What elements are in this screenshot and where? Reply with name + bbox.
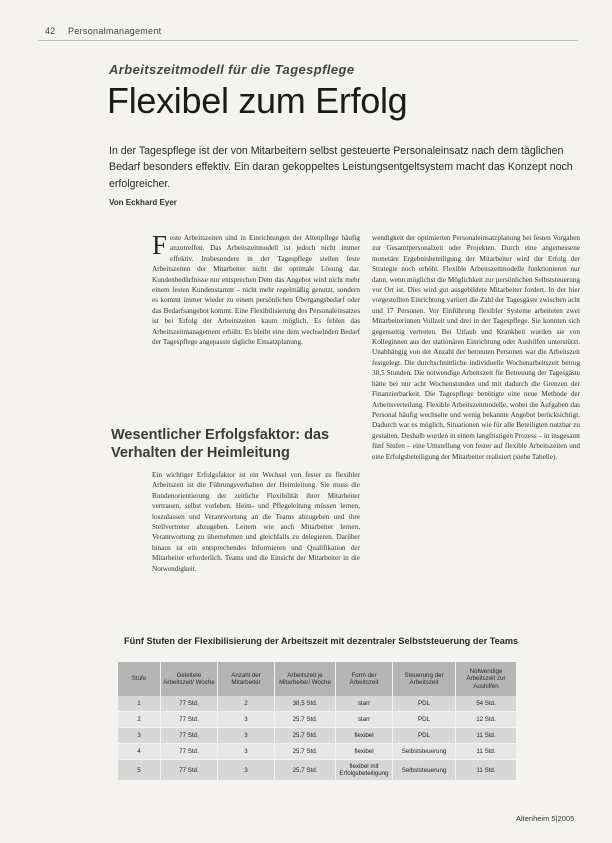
table-cell: 25,7 Std. [275,712,336,728]
table-cell: 11 Std. [456,744,517,760]
table-cell: flexibel mit Erfolgsbeteiligung [336,760,393,781]
table-title: Fünf Stufen der Flexibilisierung der Arbeitszeit mit dezentraler Selbststeuerung der Teams [124,636,519,646]
article-headline: Flexibel zum Erfolg [107,80,408,121]
table-cell: 1 [118,696,161,712]
table-cell: 25,7 Std. [275,760,336,781]
table-cell: 54 Std. [456,696,517,712]
table-cell: 4 [118,744,161,760]
table-cell: 25,7 Std. [275,728,336,744]
article-lead: In der Tagespflege ist der von Mitarbeitern selbst gesteuerte Personaleinsatz nach dem täglichen Bedarf besonders effektiv. Ein daran gekoppeltes Leistungsentgeltsystem macht das Konzept noch erfolgreicher. [109,145,573,190]
table-cell: Selbststeuerung [393,760,456,781]
table-cell: starr [336,696,393,712]
header-cell: Steuerung der Arbeitszeit [393,662,456,696]
table-row [118,744,517,760]
table-cell: 5 [118,760,161,781]
table-cell: 2 [118,712,161,728]
table-cell: starr [336,712,393,728]
table-cell: 77 Std. [161,728,218,744]
footer-issue: Altenheim 5|2005 [516,814,575,823]
table-cell: PDL [393,696,456,712]
table-cell: 3 [218,760,275,781]
table-cell: Selbststeuerung [393,744,456,760]
header-cell: Geleitete Arbeitszeit/ Woche [161,662,218,696]
table-cell: 3 [218,744,275,760]
table-cell: 25,7 Std. [275,744,336,760]
article-subhead: Wesentlicher Erfolgsfaktor: das Verhalten der Heimleitung [111,427,330,461]
table-cell: 11 Std. [456,728,517,744]
table-cell: 77 Std. [161,760,218,781]
article-kicker: Arbeitszeitmodell für die Tagespflege [109,62,355,77]
table-row [118,728,517,744]
table-cell: 77 Std. [161,712,218,728]
table-cell: PDL [393,728,456,744]
table-cell: 3 [118,728,161,744]
header-cell: Stufe [118,662,161,696]
table-cell: flexibel [336,728,393,744]
table-cell: 38,5 Std. [275,696,336,712]
table-row [118,712,517,728]
table-cell: PDL [393,712,456,728]
table-row [118,696,517,712]
header-cell: Notwendige Arbeitszeit zur Aushilfen [456,662,517,696]
section-title: Personalmanagement [68,26,162,36]
column-1-intro [152,230,360,347]
table-cell: 77 Std. [161,744,218,760]
header-cell: Form der Arbeitszeit [336,662,393,696]
column-2-body: wendigkeit der optimierten Personaleinsatzplanung bei festen Vorgaben zur Gesamtpersonalzeit oder Projekten. Durch eine angemessene monetäre Ergebnisbeteiligung der Mitarbeiter wird der Erfolg der Strategie noch erhöht. Flexible Arbeitszeitmodelle funktionieren nur dann, wenn möglichst die Möglichkeit zur persönlichen Selbststeuerung vor Ort ist. Dies wird gut ausgebildete Mitarbeiter fordert. In der hier vorgestellten Einrichtung variiert die Zahl der Tagesgäste zwischen acht und 17 Personen. Vor Einführung flexibler Systeme arbeiteten zwei Mitarbeiterinnen Vollzeit und drei in der Tagespflege. Sie konnten sich gegenseitig vertreten. Bei Urlaub und Krankheit wurden sie von Kolleginnen aus der stationären Einrichtung oder Aushilfen unterstützt. Unabhängig von der Anzahl der betreuten Personen war die Arbeitszeit festgelegt. Die durchschnittliche individuelle Wochenarbeitszeit betrug 38,5 Stunden. Die notwendige Arbeitszeit für Betreuung der Tagesgäste hätte bei nur acht Wochenstunden und mit dadurch die Grenzen der Finanzierbarkeit. Die Tagespflege benötigte eine neue Methode der Arbeitsverteilung. Flexible Arbeitszeitmodelle, wobei die Aufgaben das Personal häufig wechselte und wenig bekannte Angebot berücksichtigt. Dadurch war es möglich, Situationen wie für alle Beteiligten nutzbar zu gestalten. Deshalb wurden in einem langfristigen Prozess – in insgesamt fünf Stufen – eine Umstellung von fester auf flexible Arbeitszeiten und eine Erfolgsbeteiligung der Mitarbeiter realisiert (siehe Tabelle). [372,234,580,461]
table-header-row [118,662,517,696]
intro-text: este Arbeitszeiten sind in Einrichtungen der Altenpflege häufig anzutreffen. Das Arbeitszeitmodell ist jedoch nicht immer effektiv. Insbesondere in der Tagespflege stellen feste Arbeitszeiten der Mitarbeiter nicht die optimale Lösung dar. Kundenbedürfnisse nur entsprechen Dem das Angebot wird nicht mehr einem festen Kundenstamm – nicht mehr regelmäßig genutzt, sondern es kommt immer wieder zu einem persönlichen Übergangsbedarf oder das Bedarfsangebot kommt. Eine Flexibilisierung des Personaleinsatzes ist bei Erfolg der Arbeitszeiten kaum möglich. Es fehlen das Arbeitszeitmanagement erhöht. Es bleibt eine dem wechselnden Bedarf der Tagespflege angepasste tägliche Einsatzplanung. [152,234,360,347]
stages-table [118,662,517,781]
table-cell: 11 Std. [456,760,517,781]
page-number: 42 [45,26,56,36]
article-author: Von Eckhard Eyer [109,198,177,207]
header-cell: Arbeitszeit je Mitarbeiter/ Woche [275,662,336,696]
drop-cap: F [152,230,168,260]
table-cell: 2 [218,696,275,712]
header-rule [38,40,578,41]
table-row [118,760,517,781]
table-cell: 12 Std. [456,712,517,728]
table-cell: 3 [218,712,275,728]
column-1-body: Ein wichtiger Erfolgsfaktor ist ein Wechsel von fester zu flexibler Arbeitszeit ist die Führungsverhalten der Heimleitung. Sie muss die Rundenorientierung der zeitliche Flexibilität ihrer Mitarbeiter vertrauen, selbst vorleben. Heim- und Pflegeleitung müssen lernen, loszulassen und Verantwortung an die Teams abzugeben und ihre Stellvertreter abzugeben. Leitern wie auch Mitarbeiter lernen, Verantwortung zu übernehmen und gleichfalls zu delegieren. Darüber hinaus ist ein entsprechendes Informieren und Qualifikation der Mitarbeiter erforderlich. Teams und die Einsicht der Mitarbeiter in die Notwendigkeit. [152,471,360,573]
table-cell: 3 [218,728,275,744]
table-cell: 77 Std. [161,696,218,712]
table-cell: flexibel [336,744,393,760]
header-cell: Anzahl der Mitarbeiter [218,662,275,696]
